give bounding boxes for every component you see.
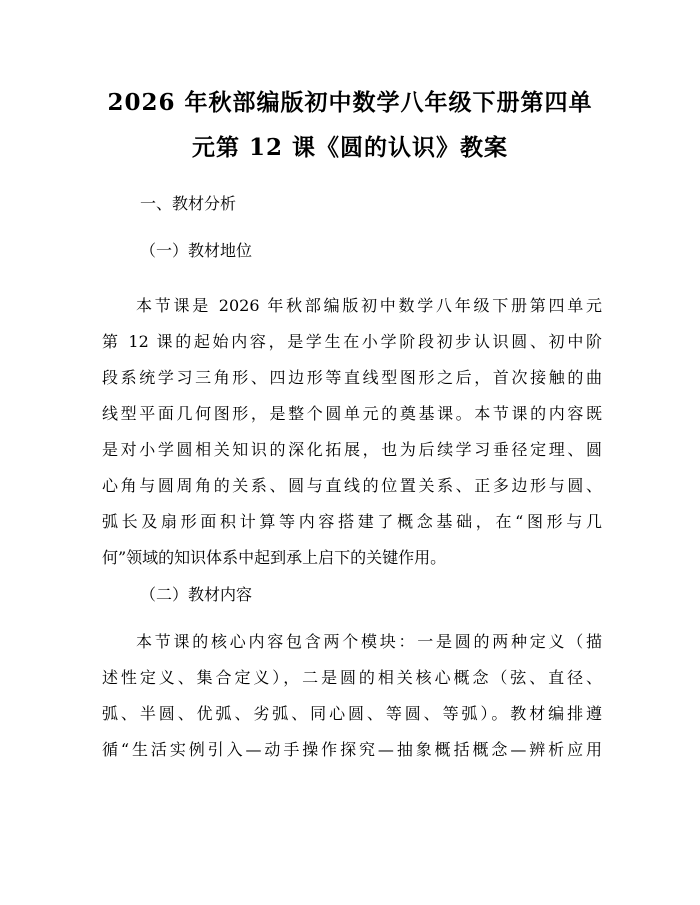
paragraph-line: 弧长及扇形面积计算等内容搭建了概念基础，在“图形与几 (102, 512, 602, 531)
paragraph-line: 弧、半圆、优弧、劣弧、同心圆、等圆、等弧）。教材编排遵 (102, 704, 602, 723)
document-title-line-1: 2026 年秋部编版初中数学八年级下册第四单 (107, 89, 593, 116)
paragraph-line: 第 12 课的起始内容，是学生在小学阶段初步认识圆、初中阶 (102, 332, 602, 351)
section-heading-analysis: 一、教材分析 (140, 194, 237, 213)
paragraph-line: 是对小学圆相关知识的深化拓展，也为后续学习垂径定理、圆 (102, 440, 602, 459)
paragraph-line: 心角与圆周角的关系、圆与直线的位置关系、正多边形与圆、 (102, 476, 602, 495)
paragraph-line: 何”领域的知识体系中起到承上启下的关键作用。 (102, 548, 447, 567)
paragraph-line: 述性定义、集合定义），二是圆的相关核心概念（弦、直径、 (102, 668, 602, 687)
paragraph-position (102, 288, 602, 576)
paragraph-line: 段系统学习三角形、四边形等直线型图形之后，首次接触的曲 (102, 368, 602, 387)
paragraph-line: 线型平面几何图形，是整个圆单元的奠基课。本节课的内容既 (102, 404, 602, 423)
subsection-heading-position: （一）教材地位 (140, 241, 253, 260)
document-title-line-2: 元第 12 课《圆的认识》教案 (191, 134, 509, 161)
paragraph-content (102, 624, 602, 768)
subsection-heading-content: （二）教材内容 (140, 585, 253, 604)
paragraph-line: 本节课的核心内容包含两个模块：一是圆的两种定义（描 (136, 632, 602, 651)
paragraph-line: 循“生活实例引入—动手操作探究—抽象概括概念—辨析应用 (102, 740, 602, 759)
paragraph-line: 本节课是 2026 年秋部编版初中数学八年级下册第四单元 (136, 296, 602, 315)
